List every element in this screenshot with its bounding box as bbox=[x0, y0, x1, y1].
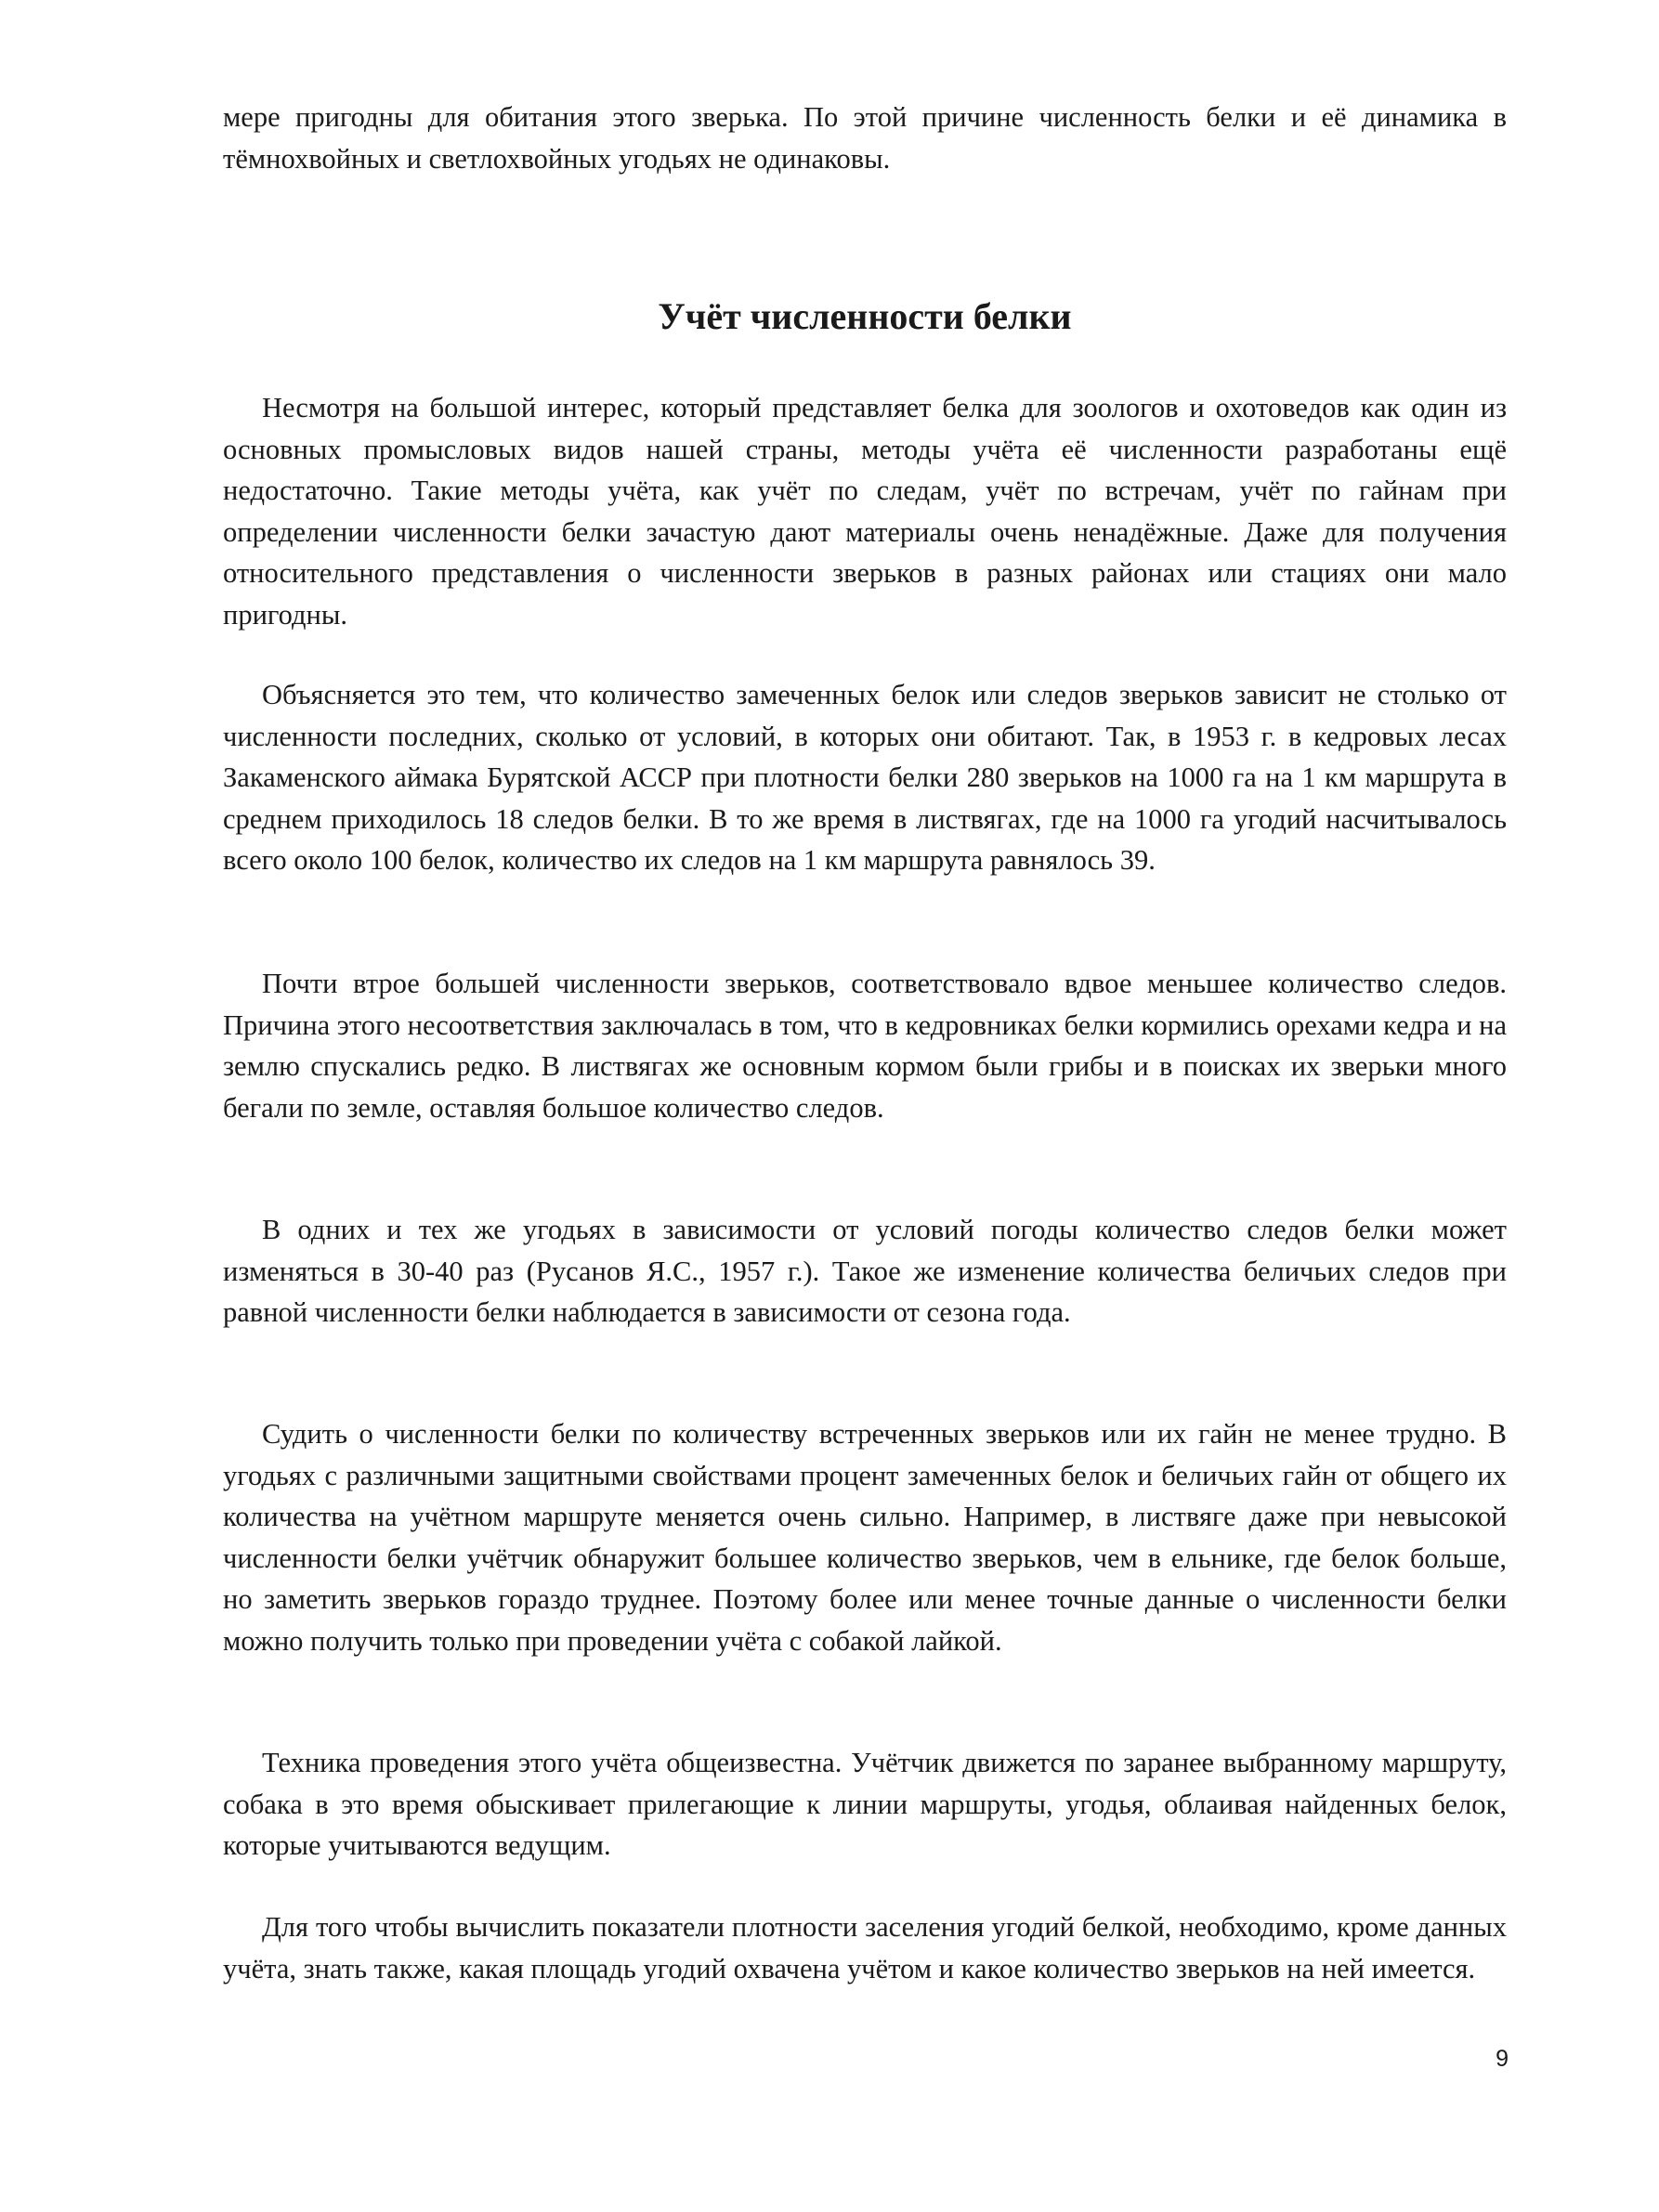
body-paragraph-block-7 bbox=[223, 1906, 1507, 1989]
body-paragraph: В одних и тех же угодьях в зависимости от условий погоды количество следов белки может изменяться в 30-40 раз (Русанов Я.С., 1957 г.). Такое же изменение количества беличьих следов при равной численности белки наблюдается в зависимости от сезона года. bbox=[223, 1214, 1507, 1328]
intro-block bbox=[223, 97, 1507, 179]
body-paragraph: Судить о численности белки по количеству встреченных зверьков или их гайн не менее трудно. В угодьях с различными защитными свойствами процент замеченных белок и беличьих гайн от общего их количества на учётном маршруте меняется очень сильно. Например, в листвяге даже при невысокой численности белки учётчик обнаружит большее количество зверьков, чем в ельнике, где белок больше, но заметить зверьков гораздо труднее. Поэтому более или менее точные данные о численности белки можно получить только при проведении учёта с собакой лайкой. bbox=[223, 1418, 1507, 1657]
body-paragraph-block-4 bbox=[223, 1209, 1507, 1334]
body-paragraph-block-5 bbox=[223, 1413, 1507, 1661]
body-paragraph: Техника проведения этого учёта общеизвестна. Учётчик движется по заранее выбранному маршруту, собака в это время обыскивает прилегающие к линии маршруты, угодья, облаивая найденных белок, которые учитываются ведущим. bbox=[223, 1747, 1507, 1861]
body-paragraph-block-2 bbox=[223, 674, 1507, 881]
body-paragraph: Почти втрое большей численности зверьков, соответствовало вдвое меньшее количество следов. Причина этого несоответствия заключалась в том, что в кедровниках белки кормились орехами кедра и на землю спускались редко. В листвягах же основным кормом были грибы и в поисках их зверьки много бегали по земле, оставляя большое количество следов. bbox=[223, 968, 1507, 1124]
body-paragraph: Объясняется это тем, что количество замеченных белок или следов зверьков зависит не столько от численности последних, сколько от условий, в которых они обитают. Так, в 1953 г. в кедровых лесах Закаменского аймака Бурятской АССР при плотности белки 280 зверьков на 1000 га на 1 км маршрута в среднем приходилось 18 следов белки. В то же время в листвягах, где на 1000 га угодий насчитывалось всего около 100 белок, количество их следов на 1 км маршрута равнялось 39. bbox=[223, 679, 1507, 876]
body-paragraph: Для того чтобы вычислить показатели плотности заселения угодий белкой, необходимо, кроме данных учёта, знать также, какая площадь угодий охвачена учётом и какое количество зверьков на ней имеется. bbox=[223, 1911, 1507, 1984]
body-paragraph-block-1 bbox=[223, 387, 1507, 635]
body-paragraph-block-3 bbox=[223, 963, 1507, 1128]
body-paragraph: Несмотря на большой интерес, который представляет белка для зоологов и охотоведов как один из основных промысловых видов нашей страны, методы учёта её численности разработаны ещё недостаточно. Такие методы учёта, как учёт по следам, учёт по встречам, учёт по гайнам при определении численности белки зачастую дают материалы очень ненадёжные. Даже для получения относительного представления о численности зверьков в разных районах или стациях они мало пригодны. bbox=[223, 392, 1507, 631]
intro-paragraph: мере пригодны для обитания этого зверька. По этой причине численность белки и её динамика в тёмнохвойных и светлохвойных угодьях не одинаковы. bbox=[223, 101, 1507, 175]
page-number: 9 bbox=[1496, 2046, 1509, 2072]
section-heading: Учёт численности белки bbox=[658, 295, 1072, 337]
body-paragraph-block-6 bbox=[223, 1742, 1507, 1867]
